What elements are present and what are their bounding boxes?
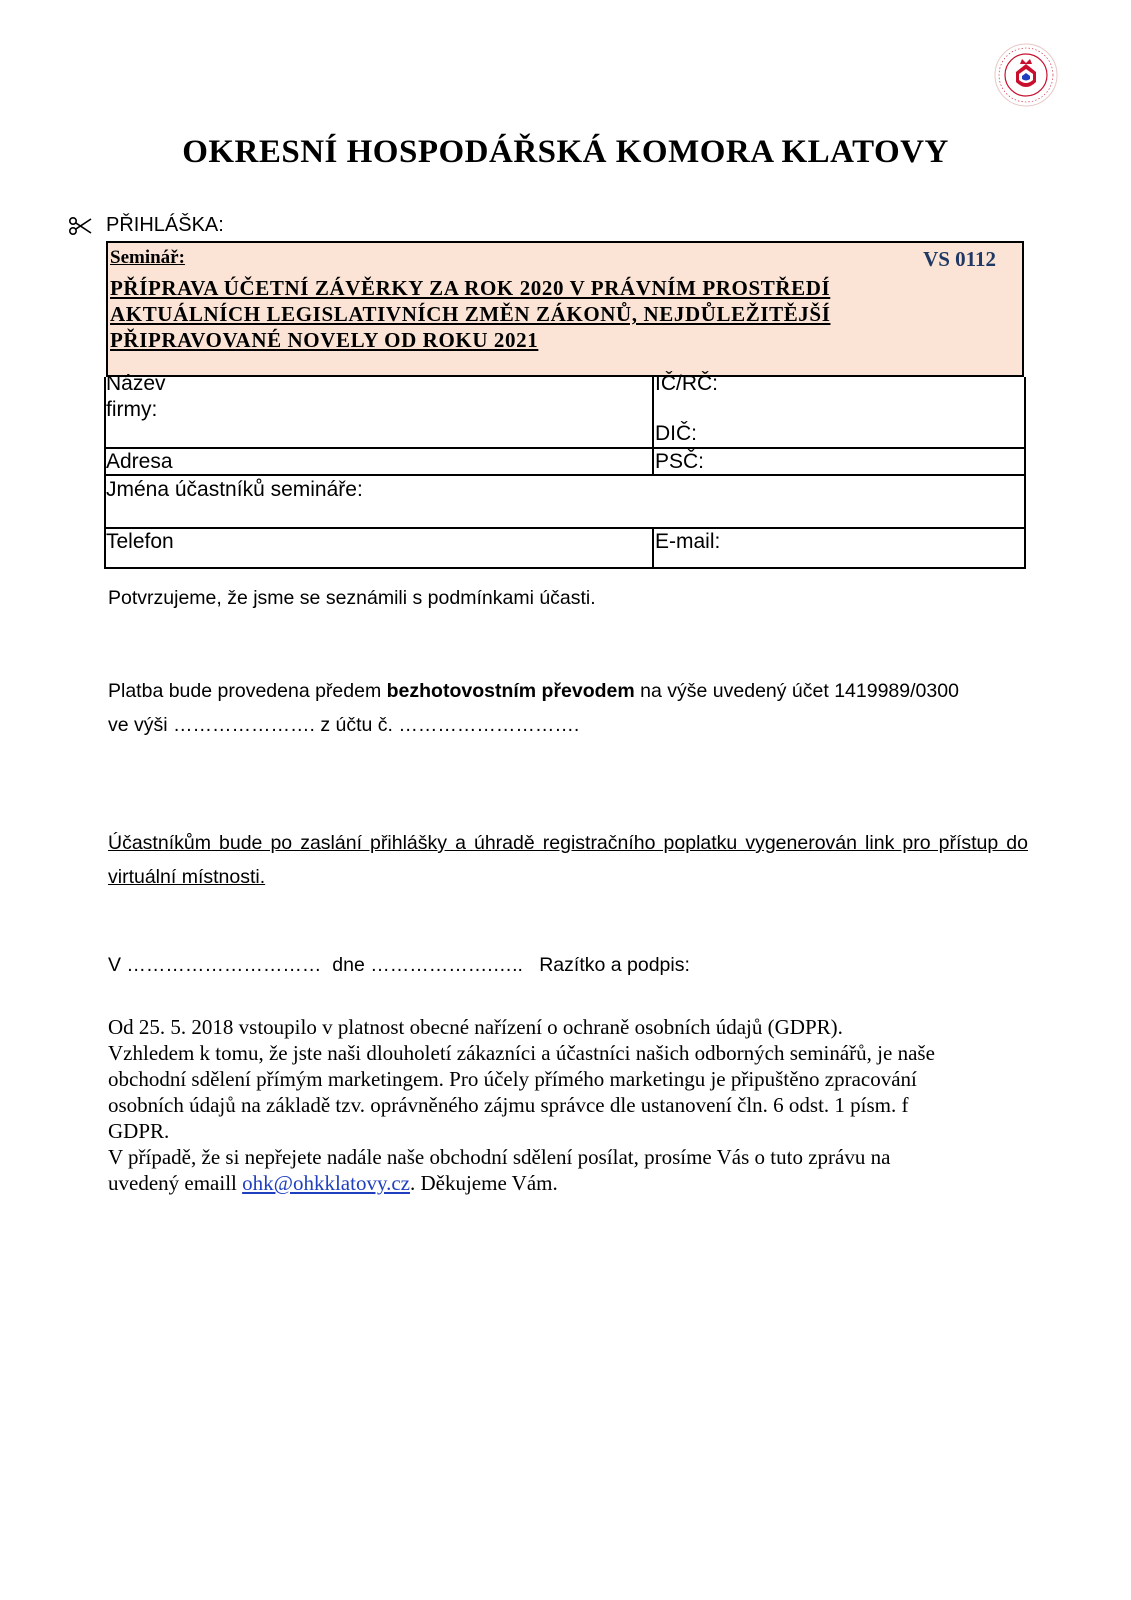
participants-label: Jména účastníků semináře:: [106, 478, 363, 501]
gdpr-line: obchodní sdělení přímým marketingem. Pro účely přímého marketingu je připuštěno zpracování: [108, 1067, 917, 1091]
gdpr-line: Vzhledem k tomu, že jste naši dlouholetí zákazníci a účastníci našich odborných seminářů, je naše: [108, 1041, 935, 1065]
gdpr-line: osobních údajů na základě tzv. oprávněného zájmu správce dle ustanovení čln. 6 odst. 1 písm. f: [108, 1093, 909, 1117]
company-name-label: Název firmy:: [106, 372, 166, 421]
form-label: PŘIHLÁŠKA:: [106, 214, 224, 236]
seminar-box: [106, 241, 1024, 377]
gdpr-line: GDPR.: [108, 1119, 170, 1143]
email-label: E-mail:: [655, 530, 721, 553]
seminar-label: Seminář:: [110, 247, 185, 268]
seminar-title-line: PŘÍPRAVA ÚČETNÍ ZÁVĚRKY ZA ROK 2020 V PRÁVNÍM PROSTŘEDÍ: [110, 276, 831, 300]
virtual-room-note: Účastníkům bude po zaslání přihlášky a úhradě registračního poplatku vygenerován link pro přístup do virtuální místnosti.: [108, 832, 1028, 888]
seminar-code: VS 0112: [923, 247, 996, 271]
gdpr-line: uvedený emaill ohk@ohkklatovy.cz. Děkujeme Vám.: [108, 1171, 558, 1195]
page-title: OKRESNÍ HOSPODÁŘSKÁ KOMORA KLATOVY: [182, 134, 949, 170]
seminar-title: [110, 275, 990, 353]
confirmation-text: Potvrzujeme, že jsme se seznámili s podmínkami účasti.: [108, 587, 596, 609]
scissors-icon: [68, 214, 92, 238]
dic-label: DIČ:: [655, 422, 697, 445]
phone-label: Telefon: [106, 530, 174, 553]
payment-amount-line: ve výši …………………. z účtu č. ……………………….: [108, 714, 580, 736]
ic-label: IČ/RČ:: [655, 372, 718, 395]
chamber-of-commerce-seal-icon: [993, 42, 1059, 108]
gdpr-notice: [108, 1014, 1008, 1196]
registration-fields-table: [104, 372, 1026, 569]
seminar-title-line: AKTUÁLNÍCH LEGISLATIVNÍCH ZMĚN ZÁKONŮ, NEJDŮLEŽITĚJŠÍ: [110, 302, 831, 326]
postcode-label: PSČ:: [655, 450, 705, 473]
seminar-title-line: PŘIPRAVOVANÉ NOVELY OD ROKU 2021: [110, 328, 539, 352]
address-label: Adresa: [106, 450, 173, 473]
gdpr-line: Od 25. 5. 2018 vstoupilo v platnost obecné nařízení o ochraně osobních údajů (GDPR).: [108, 1015, 843, 1039]
gdpr-line: V případě, že si nepřejete nadále naše obchodní sdělení posílat, prosíme Vás o tuto zprávu na: [108, 1145, 891, 1169]
payment-text: Platba bude provedena předem bezhotovostním převodem na výše uvedený účet 1419989/0300: [108, 680, 959, 702]
email-link[interactable]: ohk@ohkklatovy.cz: [242, 1171, 410, 1195]
signature-line: V ………………………… dne ……………….….. Razítko a podpis:: [108, 954, 690, 976]
